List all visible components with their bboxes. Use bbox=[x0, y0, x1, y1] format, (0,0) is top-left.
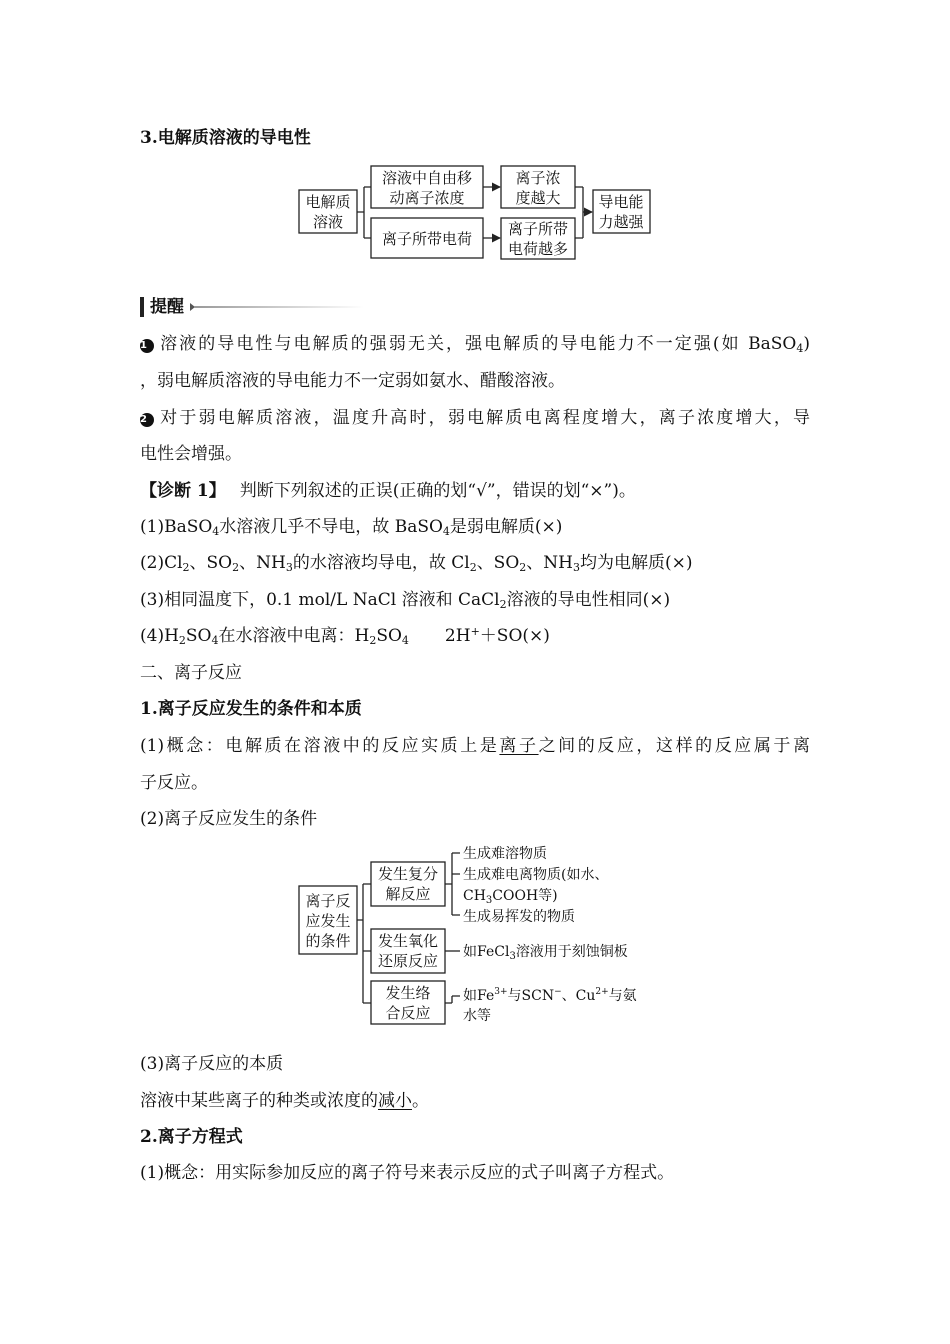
section-title-ionic-equation: 2.离子方程式 bbox=[140, 1127, 243, 1147]
top-result-line1: 离子浓 bbox=[515, 169, 561, 187]
conditions-title: (2)离子反应发生的条件 bbox=[140, 809, 318, 829]
branch3-line2: 合反应 bbox=[385, 1004, 431, 1022]
box-double-decomposition bbox=[371, 862, 445, 906]
box-higher-concentration bbox=[501, 166, 575, 208]
tip-label: 提醒 bbox=[150, 297, 184, 317]
section-title-conditions: 1.离子反应发生的条件和本质 bbox=[140, 699, 362, 719]
diagnosis-q1: (1)BaSO$_4$水溶液几乎不导电，故 BaSO$_4$是弱电解质(×) bbox=[140, 517, 563, 538]
final-line2: 力越强 bbox=[598, 213, 644, 231]
branch3-line1: 发生络 bbox=[385, 984, 431, 1002]
bullet-1-icon: 1 bbox=[140, 339, 154, 353]
diagnosis-q4: $(4)H_2SO_4$在水溶液中电离：$H_2SO_4$ 2H+＋SO(×) bbox=[140, 625, 550, 647]
tip-item2-line2: 电性会增强。 bbox=[140, 444, 242, 464]
root-line2: 应发生 bbox=[305, 912, 351, 930]
box-more-charge bbox=[501, 218, 575, 259]
diagnosis-q2: $(2)Cl_2$、$SO_2$、$NH_3$的水溶液均导电，故 $Cl_2$、$SO_2$、$NH_3$均为电解质(×) bbox=[140, 553, 693, 574]
ionic-equation-concept: (1)概念：用实际参加反应的离子符号来表示反应的式子叫离子方程式。 bbox=[140, 1163, 675, 1183]
box-electrolyte-solution bbox=[299, 190, 357, 233]
diagnosis-q3: (3)相同温度下，0.1 mol/L NaCl 溶液和 CaCl$_2$溶液的导电性相同(×) bbox=[140, 590, 671, 611]
top-factor-line1: 溶液中自由移 bbox=[381, 169, 473, 187]
box-complexation bbox=[371, 981, 445, 1024]
blank-answer-ion: 离子 bbox=[499, 736, 539, 756]
part2-title: 二、离子反应 bbox=[140, 663, 242, 683]
box-redox bbox=[371, 929, 445, 973]
cond-complex-example-line2: 水等 bbox=[463, 1008, 491, 1024]
bottom-result-line1: 离子所带 bbox=[507, 220, 569, 238]
box-ion-charge bbox=[371, 218, 483, 258]
source-line2: 溶液 bbox=[312, 213, 344, 231]
box-conditions-root bbox=[299, 886, 357, 954]
top-result-line2: 度越大 bbox=[515, 189, 561, 207]
bottom-factor-line1: 离子所带电荷 bbox=[381, 230, 473, 248]
tip-item1-line2: ，弱电解质溶液的导电能力不一定弱如氨水、醋酸溶液。 bbox=[140, 371, 565, 391]
branch1-line1: 发生复分 bbox=[377, 865, 439, 883]
concept-line2: 子反应。 bbox=[140, 773, 208, 793]
tip-divider bbox=[194, 306, 364, 308]
branch2-line2: 还原反应 bbox=[377, 952, 439, 970]
bottom-result-line2: 电荷越多 bbox=[507, 240, 569, 258]
tip-item2-line1: 2 对于弱电解质溶液，温度升高时，弱电解质电离程度增大，离子浓度增大，导 bbox=[140, 408, 810, 428]
top-factor-line2: 动离子浓度 bbox=[389, 189, 465, 207]
box-stronger-conductivity bbox=[593, 190, 650, 233]
essence-body: 溶液中某些离子的种类或浓度的减小。 bbox=[140, 1091, 429, 1111]
bullet-2-icon: 2 bbox=[140, 413, 154, 427]
tip-item1-line1: 1 溶液的导电性与电解质的强弱无关，强电解质的导电能力不一定强(如 BaSO$_4$) bbox=[140, 334, 810, 355]
branch2-line1: 发生氧化 bbox=[377, 932, 439, 950]
cond-redox-example: 如FeCl$_3$溶液用于刻蚀铜板 bbox=[463, 944, 628, 962]
box-ion-concentration bbox=[371, 166, 483, 208]
concept-line1: (1)概念：电解质在溶液中的反应实质上是离子之间的反应，这样的反应属于离 bbox=[140, 736, 811, 756]
root-line3: 的条件 bbox=[305, 932, 351, 950]
cond-insoluble: 生成难溶物质 bbox=[463, 846, 547, 862]
cond-acetic-acid: $CH_3COOH$等) bbox=[463, 888, 558, 906]
blank-answer-decrease: 减小 bbox=[378, 1091, 412, 1111]
cond-volatile: 生成易挥发的物质 bbox=[463, 909, 575, 925]
final-line1: 导电能 bbox=[598, 193, 644, 211]
cond-complex-example-line1: 如$Fe^{3+}$与SCN−、$Cu^{2+}$与氨 bbox=[463, 987, 637, 1004]
source-line1: 电解质 bbox=[305, 193, 351, 211]
cond-weak-electrolyte: 生成难电离物质(如水、 bbox=[463, 867, 609, 883]
diagnosis-heading: 【诊断 1】 判断下列叙述的正误(正确的划“√”，错误的划“×”)。 bbox=[140, 481, 636, 501]
branch1-line2: 解反应 bbox=[385, 885, 431, 903]
essence-title: (3)离子反应的本质 bbox=[140, 1054, 284, 1074]
root-line1: 离子反 bbox=[305, 892, 351, 910]
section-title-conductivity: 3.电解质溶液的导电性 bbox=[140, 128, 311, 148]
tip-marker-bar bbox=[140, 297, 144, 317]
